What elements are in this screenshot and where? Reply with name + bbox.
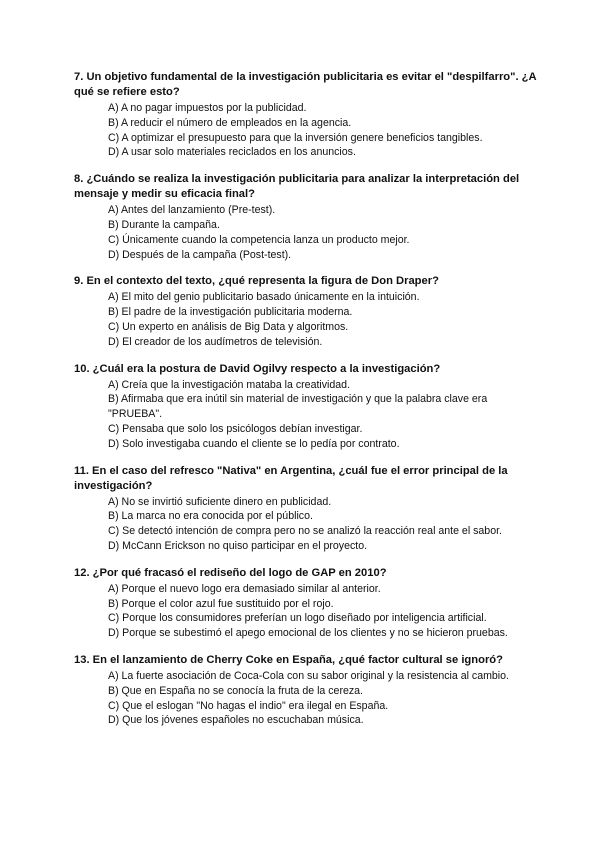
option-c: C) Pensaba que solo los psicólogos debían investigar. — [108, 422, 363, 435]
option-a: A) Porque el nuevo logo era demasiado similar al anterior. — [108, 582, 381, 595]
question-text: 13. En el lanzamiento de Cherry Coke en España, ¿qué factor cultural se ignoró? — [74, 653, 503, 666]
option-b: B) Que en España no se conocía la fruta de la cereza. — [108, 684, 363, 697]
option-list — [74, 582, 544, 641]
option-d: D) El creador de los audímetros de televisión. — [108, 335, 323, 348]
question-text: 10. ¿Cuál era la postura de David Ogilvy respecto a la investigación? — [74, 362, 441, 375]
question-text: 11. En el caso del refresco "Nativa" en Argentina, ¿cuál fue el error principal de la investigación? — [74, 464, 508, 492]
question-11 — [74, 464, 544, 554]
option-d: D) McCann Erickson no quiso participar en el proyecto. — [108, 539, 368, 552]
option-c: C) Que el eslogan "No hagas el indio" era ilegal en España. — [108, 699, 389, 712]
option-b: B) Durante la campaña. — [108, 218, 220, 231]
question-text: 8. ¿Cuándo se realiza la investigación publicitaria para analizar la interpretación del mensaje y medir su eficacia final? — [74, 173, 520, 201]
question-text: 12. ¿Por qué fracasó el rediseño del logo de GAP en 2010? — [74, 566, 387, 579]
option-list — [74, 669, 544, 728]
option-b: B) La marca no era conocida por el público. — [108, 510, 313, 523]
option-d: D) Solo investigaba cuando el cliente se lo pedía por contrato. — [108, 437, 400, 450]
option-list — [74, 203, 544, 262]
option-d: D) A usar solo materiales reciclados en los anuncios. — [108, 146, 356, 159]
option-d: D) Porque se subestimó el apego emocional de los clientes y no se hicieron pruebas. — [108, 627, 508, 640]
option-a: A) El mito del genio publicitario basado únicamente en la intuición. — [108, 291, 420, 304]
option-a: A) Antes del lanzamiento (Pre-test). — [108, 204, 276, 217]
question-text: 7. Un objetivo fundamental de la investigación publicitaria es evitar el "despilfarro". ¿A qué se refiere esto? — [74, 71, 537, 98]
option-b: B) Afirmaba que era inútil sin material de investigación y que la palabra clave era "PRUEBA". — [108, 393, 488, 421]
option-b: B) Porque el color azul fue sustituido por el rojo. — [108, 597, 334, 610]
option-c: C) A optimizar el presupuesto para que la inversión genere beneficios tangibles. — [108, 131, 483, 144]
option-list — [74, 378, 544, 452]
option-d: D) Que los jóvenes españoles no escuchaban música. — [108, 714, 364, 727]
option-c: C) Un experto en análisis de Big Data y algoritmos. — [108, 320, 349, 333]
option-d: D) Después de la campaña (Post-test). — [108, 248, 292, 261]
quiz-document — [74, 70, 544, 740]
question-text: 9. En el contexto del texto, ¿qué representa la figura de Don Draper? — [74, 275, 439, 288]
option-a: A) No se invirtió suficiente dinero en publicidad. — [108, 495, 332, 508]
question-13 — [74, 653, 544, 728]
question-10 — [74, 362, 544, 452]
question-7 — [74, 70, 544, 160]
option-list — [74, 290, 544, 349]
option-a: A) Creía que la investigación mataba la creatividad. — [108, 378, 351, 391]
option-b: B) A reducir el número de empleados en la agencia. — [108, 116, 352, 129]
option-b: B) El padre de la investigación publicitaria moderna. — [108, 306, 353, 319]
option-list — [74, 495, 544, 554]
option-a: A) A no pagar impuestos por la publicidad. — [108, 102, 307, 114]
question-8 — [74, 172, 544, 262]
question-9 — [74, 274, 544, 349]
option-list — [74, 101, 544, 160]
question-12 — [74, 566, 544, 641]
option-c: C) Porque los consumidores preferían un logo diseñado por inteligencia artificial. — [108, 612, 487, 625]
option-c: C) Únicamente cuando la competencia lanza un producto mejor. — [108, 233, 410, 246]
option-c: C) Se detectó intención de compra pero no se analizó la reacción real ante el sabor. — [108, 525, 502, 538]
option-a: A) La fuerte asociación de Coca-Cola con su sabor original y la resistencia al cambio. — [108, 669, 510, 682]
